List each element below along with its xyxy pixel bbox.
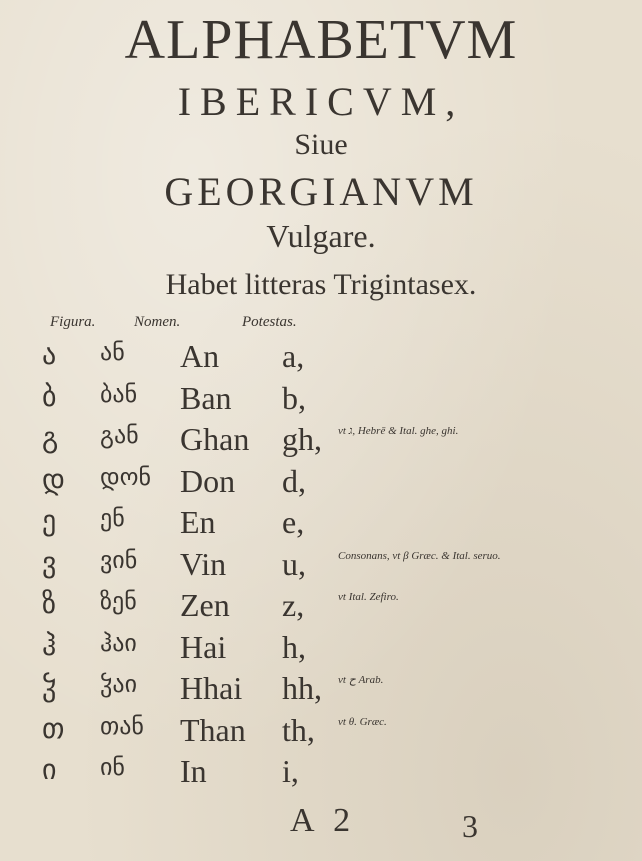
letter-value: hh, bbox=[282, 670, 322, 706]
letter-georgian-name: ჰაი bbox=[100, 628, 137, 657]
signature-mark: A 2 bbox=[290, 802, 357, 839]
letter-georgian-name: ბან bbox=[100, 379, 138, 408]
letter-georgian-name: ან bbox=[100, 338, 125, 366]
letter-georgian-name: ინ bbox=[100, 753, 125, 781]
letter-value: gh, bbox=[282, 421, 322, 457]
letter-name: En bbox=[180, 504, 216, 540]
letter-name: In bbox=[180, 753, 207, 789]
title-vulgare: Vulgare. bbox=[266, 218, 376, 254]
letter-name: Don bbox=[180, 462, 236, 499]
letter-georgian-name: ჴაი bbox=[100, 670, 138, 698]
title-georgianum: GEORGIANVM bbox=[164, 169, 478, 214]
letter-name: Ban bbox=[180, 379, 232, 416]
letter-figure: დ bbox=[42, 462, 65, 496]
letter-name: An bbox=[180, 338, 220, 374]
table-row bbox=[0, 380, 642, 420]
letter-figure: ა bbox=[42, 338, 57, 371]
letter-value: h, bbox=[282, 628, 306, 665]
letter-value: z, bbox=[282, 587, 305, 623]
table-row bbox=[0, 463, 642, 503]
letter-figure: თ bbox=[42, 711, 65, 745]
letter-name: Vin bbox=[180, 545, 227, 582]
letter-figure: ბ bbox=[42, 379, 57, 413]
letter-value: th, bbox=[282, 711, 315, 748]
letter-value: u, bbox=[282, 545, 306, 582]
subtitle-habet-litteras: Habet litteras Trigintasex. bbox=[165, 268, 477, 301]
letter-figure: ე bbox=[42, 504, 57, 537]
header-nomen: Nomen. bbox=[134, 314, 181, 330]
letter-value: e, bbox=[282, 504, 305, 540]
letter-value: b, bbox=[282, 379, 306, 416]
letter-note: vt ג, Hebrē & Ital. ghe, ghi. bbox=[338, 425, 459, 437]
header-potestas: Potestas. bbox=[242, 314, 297, 330]
letter-georgian-name: თან bbox=[100, 711, 144, 740]
table-row bbox=[0, 629, 642, 669]
table-row bbox=[0, 421, 642, 461]
page-number: 3 bbox=[462, 808, 478, 844]
header-figura: Figura. bbox=[50, 314, 96, 330]
letter-georgian-name: ვინ bbox=[100, 545, 138, 574]
letter-note: vt ح Arab. bbox=[338, 674, 384, 686]
letter-note: Consonans, vt β Græc. & Ital. seruo. bbox=[338, 549, 501, 562]
letter-figure: ვ bbox=[42, 545, 57, 579]
letter-figure: გ bbox=[42, 421, 59, 454]
letter-value: i, bbox=[282, 753, 299, 789]
letter-name: Zen bbox=[180, 587, 230, 623]
letter-figure: ჴ bbox=[42, 670, 57, 703]
letter-figure: ჰ bbox=[42, 628, 57, 662]
table-row bbox=[0, 670, 642, 710]
letter-value: d, bbox=[282, 462, 306, 499]
table-row bbox=[0, 338, 642, 378]
letter-name: Than bbox=[180, 711, 246, 748]
letter-name: Hhai bbox=[180, 670, 243, 706]
letter-name: Hai bbox=[180, 628, 227, 665]
letter-figure: ი bbox=[42, 753, 57, 786]
table-row bbox=[0, 753, 642, 793]
letter-note: vt θ. Græc. bbox=[338, 715, 387, 728]
letter-note: vt Ital. Zefiro. bbox=[338, 591, 399, 603]
table-row bbox=[0, 587, 642, 627]
letter-georgian-name: ენ bbox=[100, 504, 125, 532]
title-alphabetum: ALPHABETVM bbox=[124, 9, 518, 71]
table-row bbox=[0, 712, 642, 752]
letter-georgian-name: დონ bbox=[100, 462, 152, 491]
table-row bbox=[0, 546, 642, 586]
title-ibericum: IBERICVM, bbox=[177, 79, 465, 124]
letter-name: Ghan bbox=[180, 421, 250, 457]
title-siue: Siue bbox=[294, 128, 348, 161]
letter-figure: ზ bbox=[42, 587, 57, 620]
table-row bbox=[0, 504, 642, 544]
letter-georgian-name: გან bbox=[100, 421, 139, 449]
letter-georgian-name: ზენ bbox=[100, 587, 137, 615]
letter-value: a, bbox=[282, 338, 305, 374]
